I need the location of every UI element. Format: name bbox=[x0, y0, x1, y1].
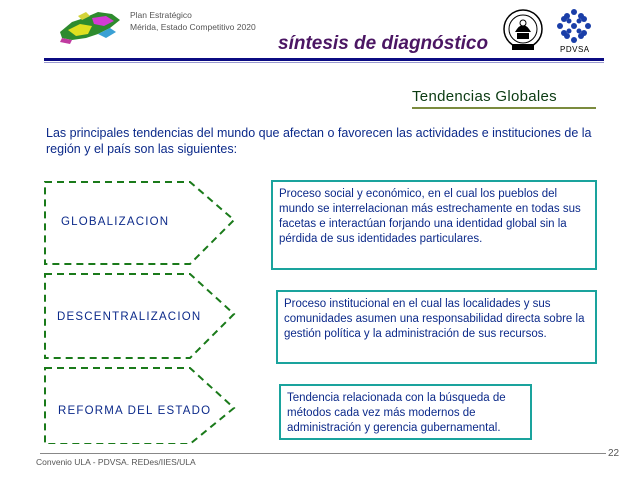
trend-description-reforma: Tendencia relacionada con la búsqueda de métodos cada vez más modernos de administración y gerencia gubernamental. bbox=[279, 384, 532, 440]
trend-description-globalizacion: Proceso social y económico, en el cual los pueblos del mundo se interrelacionan más estrechamente en todas sus facetas e interactúan forjando una identidad global sin la pérdida de sus identidades particulares. bbox=[271, 180, 597, 270]
plan-title: Plan Estratégico bbox=[130, 10, 192, 20]
header-divider bbox=[44, 58, 604, 61]
footer-credit: Convenio ULA - PDVSA. REDes/IIES/ULA bbox=[36, 457, 196, 467]
trend-description-descentralizacion: Proceso institucional en el cual las localidades y sus comunidades asumen una responsabilidad directa sobre la gestión política y la administración de sus recursos. bbox=[276, 290, 597, 364]
section-title: Tendencias Globales bbox=[412, 88, 557, 105]
pdvsa-logo-icon bbox=[556, 8, 592, 44]
section-title-underline bbox=[412, 107, 596, 109]
pdvsa-label: PDVSA bbox=[560, 45, 590, 54]
trend-label-globalizacion: GLOBALIZACION bbox=[61, 216, 170, 228]
trend-label-reforma: REFORMA DEL ESTADO bbox=[58, 405, 212, 417]
trend-label-descentralizacion: DESCENTRALIZACION bbox=[57, 311, 202, 323]
merida-map-logo bbox=[58, 8, 122, 46]
intro-paragraph: Las principales tendencias del mundo que afectan o favorecen las actividades e instituciones de la región y el país son las siguientes: bbox=[46, 126, 592, 156]
page-number: 22 bbox=[608, 448, 620, 459]
plan-subtitle: Mérida, Estado Competitivo 2020 bbox=[130, 22, 256, 32]
header-divider-shadow bbox=[44, 62, 604, 63]
page-title: síntesis de diagnóstico bbox=[278, 33, 489, 54]
footer-divider bbox=[40, 453, 606, 454]
university-seal-icon bbox=[502, 8, 544, 52]
